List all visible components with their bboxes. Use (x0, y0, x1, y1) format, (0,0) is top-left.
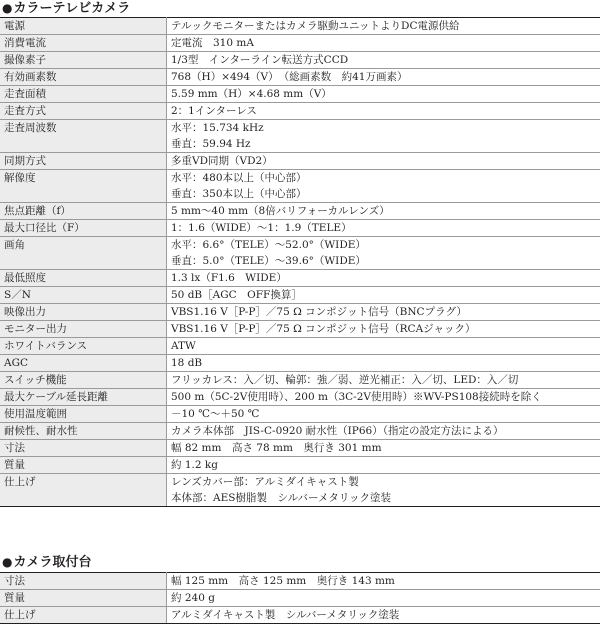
spec-value (167, 170, 600, 203)
spec-value-line: 768（H）×494（V） （総画素数 約41万画素） (171, 71, 408, 83)
spec-label: モニター出力 (0, 321, 167, 338)
spec-value-line: 垂直：350本以上（中心部） (171, 188, 307, 200)
spec-row (0, 389, 600, 406)
spec-value (167, 270, 600, 287)
spec-value-line: 水平：480本以上（中心部） (171, 172, 307, 184)
spec-value (167, 304, 600, 321)
spec-row (0, 170, 600, 203)
spec-label: 映像出力 (0, 304, 167, 321)
spec-value-line: レンズカバー部：アルミダイキャスト製 (171, 476, 359, 488)
spec-row (0, 406, 600, 423)
spec-table-mount (0, 572, 600, 624)
spec-value-line: ATW (171, 340, 196, 352)
spec-row (0, 607, 600, 624)
section-title-text: カメラ取付台 (13, 555, 92, 570)
spec-value (167, 35, 600, 52)
spec-label: 質量 (0, 457, 167, 474)
spec-value-line: 5.59 mm（H）×4.68 mm（V） (171, 88, 332, 100)
spec-label: 仕上げ (0, 474, 167, 507)
spec-value-line: －10 ℃〜＋50 ℃ (171, 408, 260, 420)
spec-value (167, 457, 600, 474)
spec-value-line: 18 dB (171, 357, 203, 369)
spec-row (0, 474, 600, 507)
spec-row (0, 103, 600, 120)
spec-value (167, 372, 600, 389)
spec-value-line: フリッカレス：入／切、輪郭：強／弱、逆光補正：入／切、LED：入／切 (171, 374, 519, 386)
spec-value (167, 287, 600, 304)
spec-row (0, 304, 600, 321)
spec-value (167, 237, 600, 270)
spec-label: ホワイトバランス (0, 338, 167, 355)
section-title-camera (2, 0, 130, 17)
spec-value (167, 203, 600, 220)
spec-value-line: 約 240 g (171, 592, 215, 604)
spec-label: 走査周波数 (0, 120, 167, 153)
spec-row (0, 120, 600, 153)
spec-row (0, 86, 600, 103)
spec-label: 耐候性、耐水性 (0, 423, 167, 440)
spec-row (0, 573, 600, 590)
spec-value (167, 153, 600, 170)
spec-row (0, 203, 600, 220)
spec-value (167, 321, 600, 338)
spec-value (167, 440, 600, 457)
spec-row (0, 590, 600, 607)
spec-value (167, 355, 600, 372)
spec-label: 焦点距離（f） (0, 203, 167, 220)
bullet-icon: ● (2, 1, 13, 15)
spec-row (0, 440, 600, 457)
spec-value-line: VBS1.16 V［P-P］／75 Ω コンポジット信号（RCAジャック） (171, 323, 476, 335)
spec-value (167, 338, 600, 355)
spec-row (0, 372, 600, 389)
spec-value-line: 1/3型 インターライン転送方式CCD (171, 54, 349, 66)
spec-label: 最大口径比（F） (0, 220, 167, 237)
spec-row (0, 52, 600, 69)
spec-value (167, 103, 600, 120)
spec-value (167, 590, 600, 607)
spec-value (167, 406, 600, 423)
spec-value-line: アルミダイキャスト製 シルバーメタリック塗装 (171, 609, 400, 621)
spec-label: S／N (0, 287, 167, 304)
spec-value (167, 220, 600, 237)
spec-value (167, 389, 600, 406)
spec-label: 消費電流 (0, 35, 167, 52)
spec-label: 解像度 (0, 170, 167, 203)
spec-label: 有効画素数 (0, 69, 167, 86)
spec-label: 画角 (0, 237, 167, 270)
spec-label: 撮像素子 (0, 52, 167, 69)
spec-value-line: 水平：15.734 kHz (171, 122, 264, 134)
spec-label: 使用温度範囲 (0, 406, 167, 423)
spec-label: 最低照度 (0, 270, 167, 287)
spec-label: 走査方式 (0, 103, 167, 120)
spec-label: 電源 (0, 18, 167, 35)
spec-label: 質量 (0, 590, 167, 607)
spec-value-line: テルックモニターまたはカメラ駆動ユニットよりDC電源供給 (171, 20, 460, 32)
spec-value-line: 5 mm〜40 mm（8倍バリフォーカルレンズ） (171, 205, 390, 217)
spec-value-line: 幅 82 mm 高さ 78 mm 奥行き 301 mm (171, 442, 382, 454)
spec-value (167, 52, 600, 69)
spec-value-line: 500 m（5C-2V使用時）、200 m（3C-2V使用時）※WV-PS108接続時を除く (171, 391, 542, 403)
spec-row (0, 69, 600, 86)
spec-row (0, 338, 600, 355)
spec-value-line: 本体部：AES樹脂製 シルバーメタリック塗装 (171, 492, 391, 504)
spec-value-line: 1.3 lx（F1.6 WIDE） (171, 272, 287, 284)
spec-label: 最大ケーブル延長距離 (0, 389, 167, 406)
spec-table-camera (0, 17, 600, 507)
spec-row (0, 423, 600, 440)
spec-value-line: 垂直：5.0°（TELE）〜39.6°（WIDE） (171, 255, 366, 267)
section-title-text: カラーテレビカメラ (13, 1, 131, 16)
section-title-mount (2, 554, 92, 571)
spec-label: 走査面積 (0, 86, 167, 103)
spec-value-line: カメラ本体部 JIS-C-0920 耐水性（IP66）（指定の設定方法による） (171, 425, 504, 437)
spec-label: 同期方式 (0, 153, 167, 170)
spec-value-line: 水平：6.6°（TELE）〜52.0°（WIDE） (171, 239, 366, 251)
spec-label: 寸法 (0, 573, 167, 590)
spec-row (0, 270, 600, 287)
bullet-icon: ● (2, 555, 13, 569)
spec-value (167, 86, 600, 103)
spec-value-line: 幅 125 mm 高さ 125 mm 奥行き 143 mm (171, 575, 395, 587)
spec-value (167, 120, 600, 153)
spec-value-line: 50 dB［AGC OFF換算］ (171, 289, 302, 301)
spec-value (167, 573, 600, 590)
spec-value-line: 1：1.6（WIDE）〜1：1.9（TELE） (171, 222, 352, 234)
spec-row (0, 18, 600, 35)
spec-value-line: 多重VD同期（VD2） (171, 155, 273, 167)
spec-value (167, 18, 600, 35)
spec-value (167, 474, 600, 507)
spec-label: スイッチ機能 (0, 372, 167, 389)
spec-value-line: 垂直：59.94 Hz (171, 138, 251, 150)
spec-value-line: VBS1.16 V［P-P］／75 Ω コンポジット信号（BNCプラグ） (171, 306, 467, 318)
spec-value (167, 423, 600, 440)
spec-label: 寸法 (0, 440, 167, 457)
spec-row (0, 457, 600, 474)
spec-row (0, 220, 600, 237)
spec-label: 仕上げ (0, 607, 167, 624)
spec-row (0, 35, 600, 52)
spec-row (0, 153, 600, 170)
spec-row (0, 321, 600, 338)
spec-value-line: 約 1.2 kg (171, 459, 218, 471)
spec-row (0, 287, 600, 304)
spec-value (167, 607, 600, 624)
spec-value-line: 2：1インターレス (171, 105, 257, 117)
spec-row (0, 237, 600, 270)
spec-label: AGC (0, 355, 167, 372)
spec-value-line: 定電流 310 mA (171, 37, 254, 49)
spec-value (167, 69, 600, 86)
spec-row (0, 355, 600, 372)
